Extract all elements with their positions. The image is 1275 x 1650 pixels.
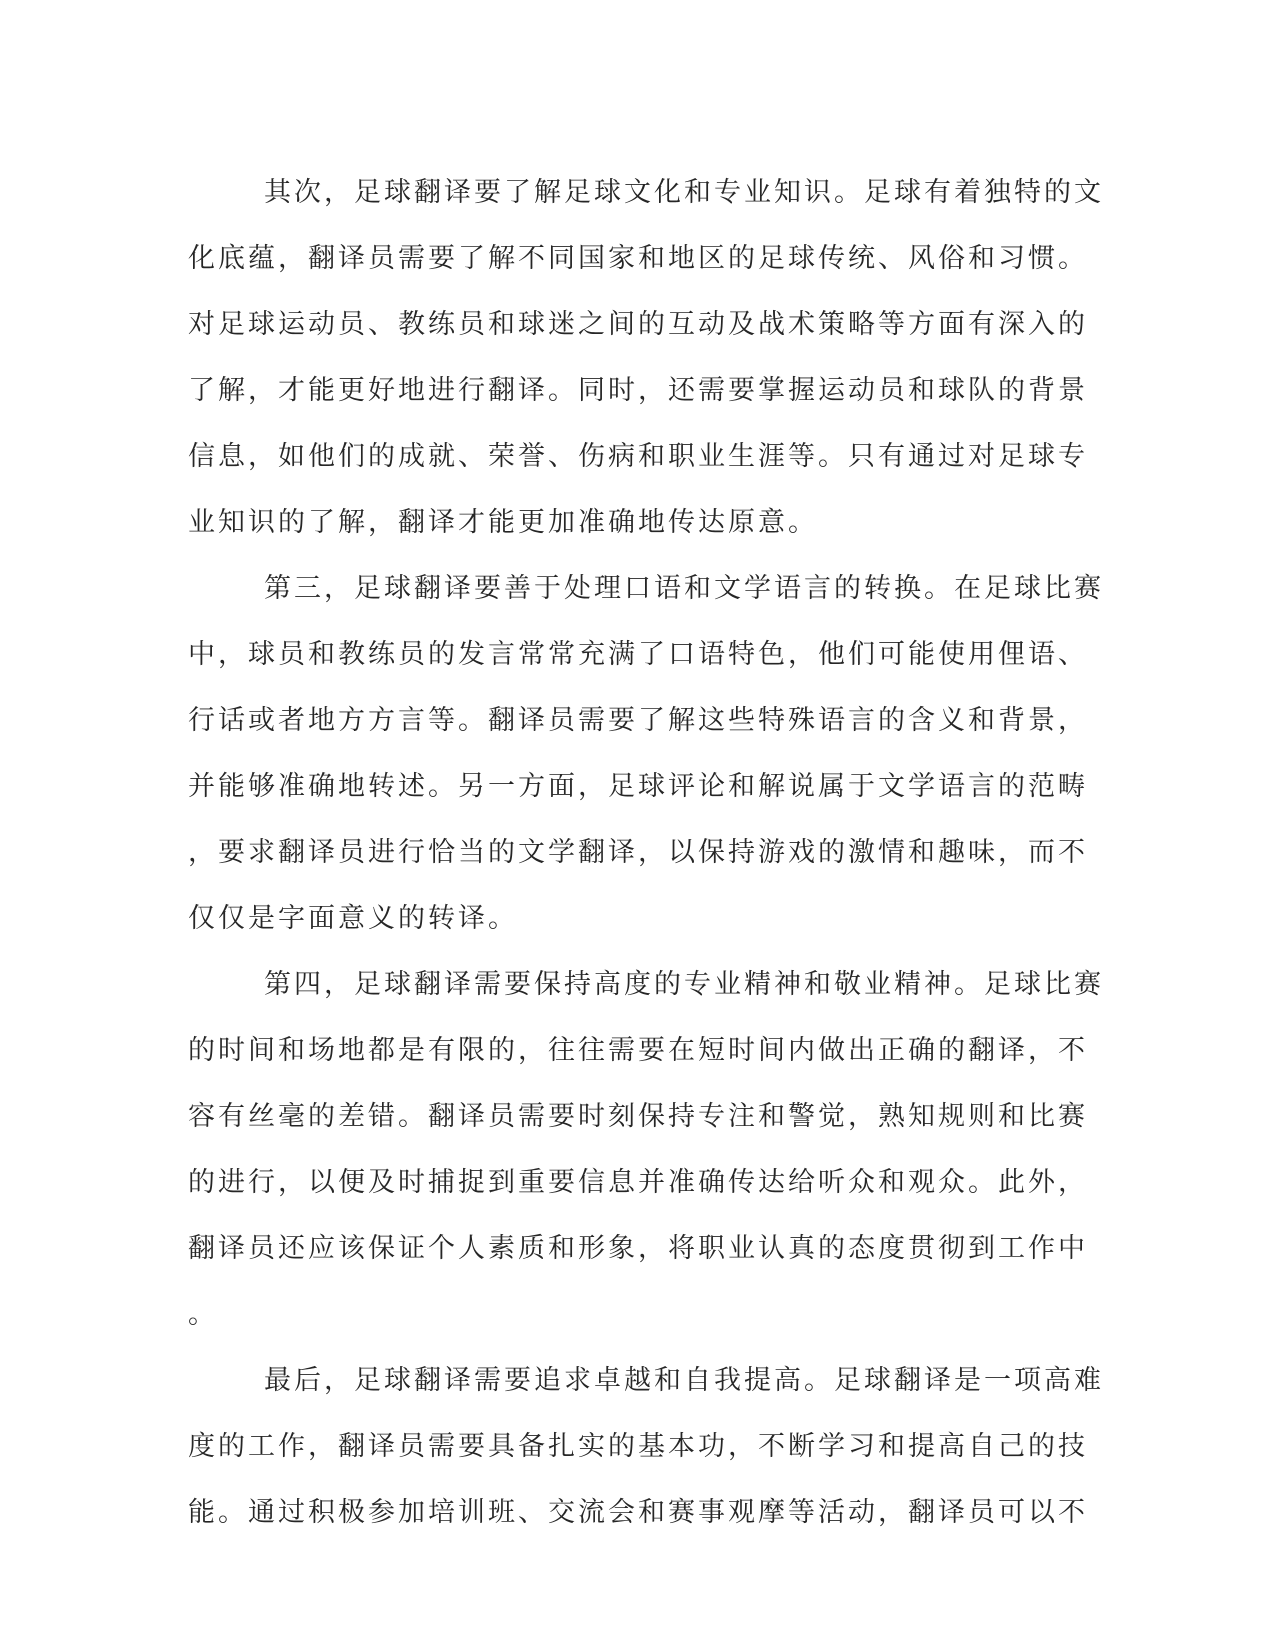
text-line: 的进行，以便及时捕捉到重要信息并准确传达给听众和观众。此外， (188, 1167, 1088, 1198)
text-line: ，要求翻译员进行恰当的文学翻译，以保持游戏的激情和趣味，而不 (188, 837, 1088, 868)
text-line: 业知识的了解，翻译才能更加准确地传达原意。 (188, 507, 818, 538)
text-line: 能。通过积极参加培训班、交流会和赛事观摩等活动，翻译员可以不 (188, 1497, 1088, 1528)
text-line: 仅仅是字面意义的转译。 (188, 903, 518, 934)
text-line: 度的工作，翻译员需要具备扎实的基本功，不断学习和提高自己的技 (188, 1431, 1088, 1462)
text-line: 对足球运动员、教练员和球迷之间的互动及战术策略等方面有深入的 (188, 309, 1088, 340)
text-line: 容有丝毫的差错。翻译员需要时刻保持专注和警觉，熟知规则和比赛 (188, 1101, 1088, 1132)
text-line: 信息，如他们的成就、荣誉、伤病和职业生涯等。只有通过对足球专 (188, 441, 1088, 472)
text-line: 化底蕴，翻译员需要了解不同国家和地区的足球传统、风俗和习惯。 (188, 243, 1088, 274)
text-line: 中，球员和教练员的发言常常充满了口语特色，他们可能使用俚语、 (188, 639, 1088, 670)
paragraph-first-line: 第四，足球翻译需要保持高度的专业精神和敬业精神。足球比赛 (264, 969, 1104, 1000)
paragraph-first-line: 最后，足球翻译需要追求卓越和自我提高。足球翻译是一项高难 (264, 1365, 1104, 1396)
text-line: 行话或者地方方言等。翻译员需要了解这些特殊语言的含义和背景， (188, 705, 1088, 736)
text-line: 的时间和场地都是有限的，往往需要在短时间内做出正确的翻译，不 (188, 1035, 1088, 1066)
text-line: 了解，才能更好地进行翻译。同时，还需要掌握运动员和球队的背景 (188, 375, 1088, 406)
text-line: 并能够准确地转述。另一方面，足球评论和解说属于文学语言的范畴 (188, 771, 1088, 802)
text-line: 。 (188, 1299, 218, 1330)
document-body (188, 160, 1104, 1546)
text-line: 翻译员还应该保证个人素质和形象，将职业认真的态度贯彻到工作中 (188, 1233, 1088, 1264)
paragraph-first-line: 第三，足球翻译要善于处理口语和文学语言的转换。在足球比赛 (264, 573, 1104, 604)
paragraph-first-line: 其次，足球翻译要了解足球文化和专业知识。足球有着独特的文 (264, 177, 1104, 208)
